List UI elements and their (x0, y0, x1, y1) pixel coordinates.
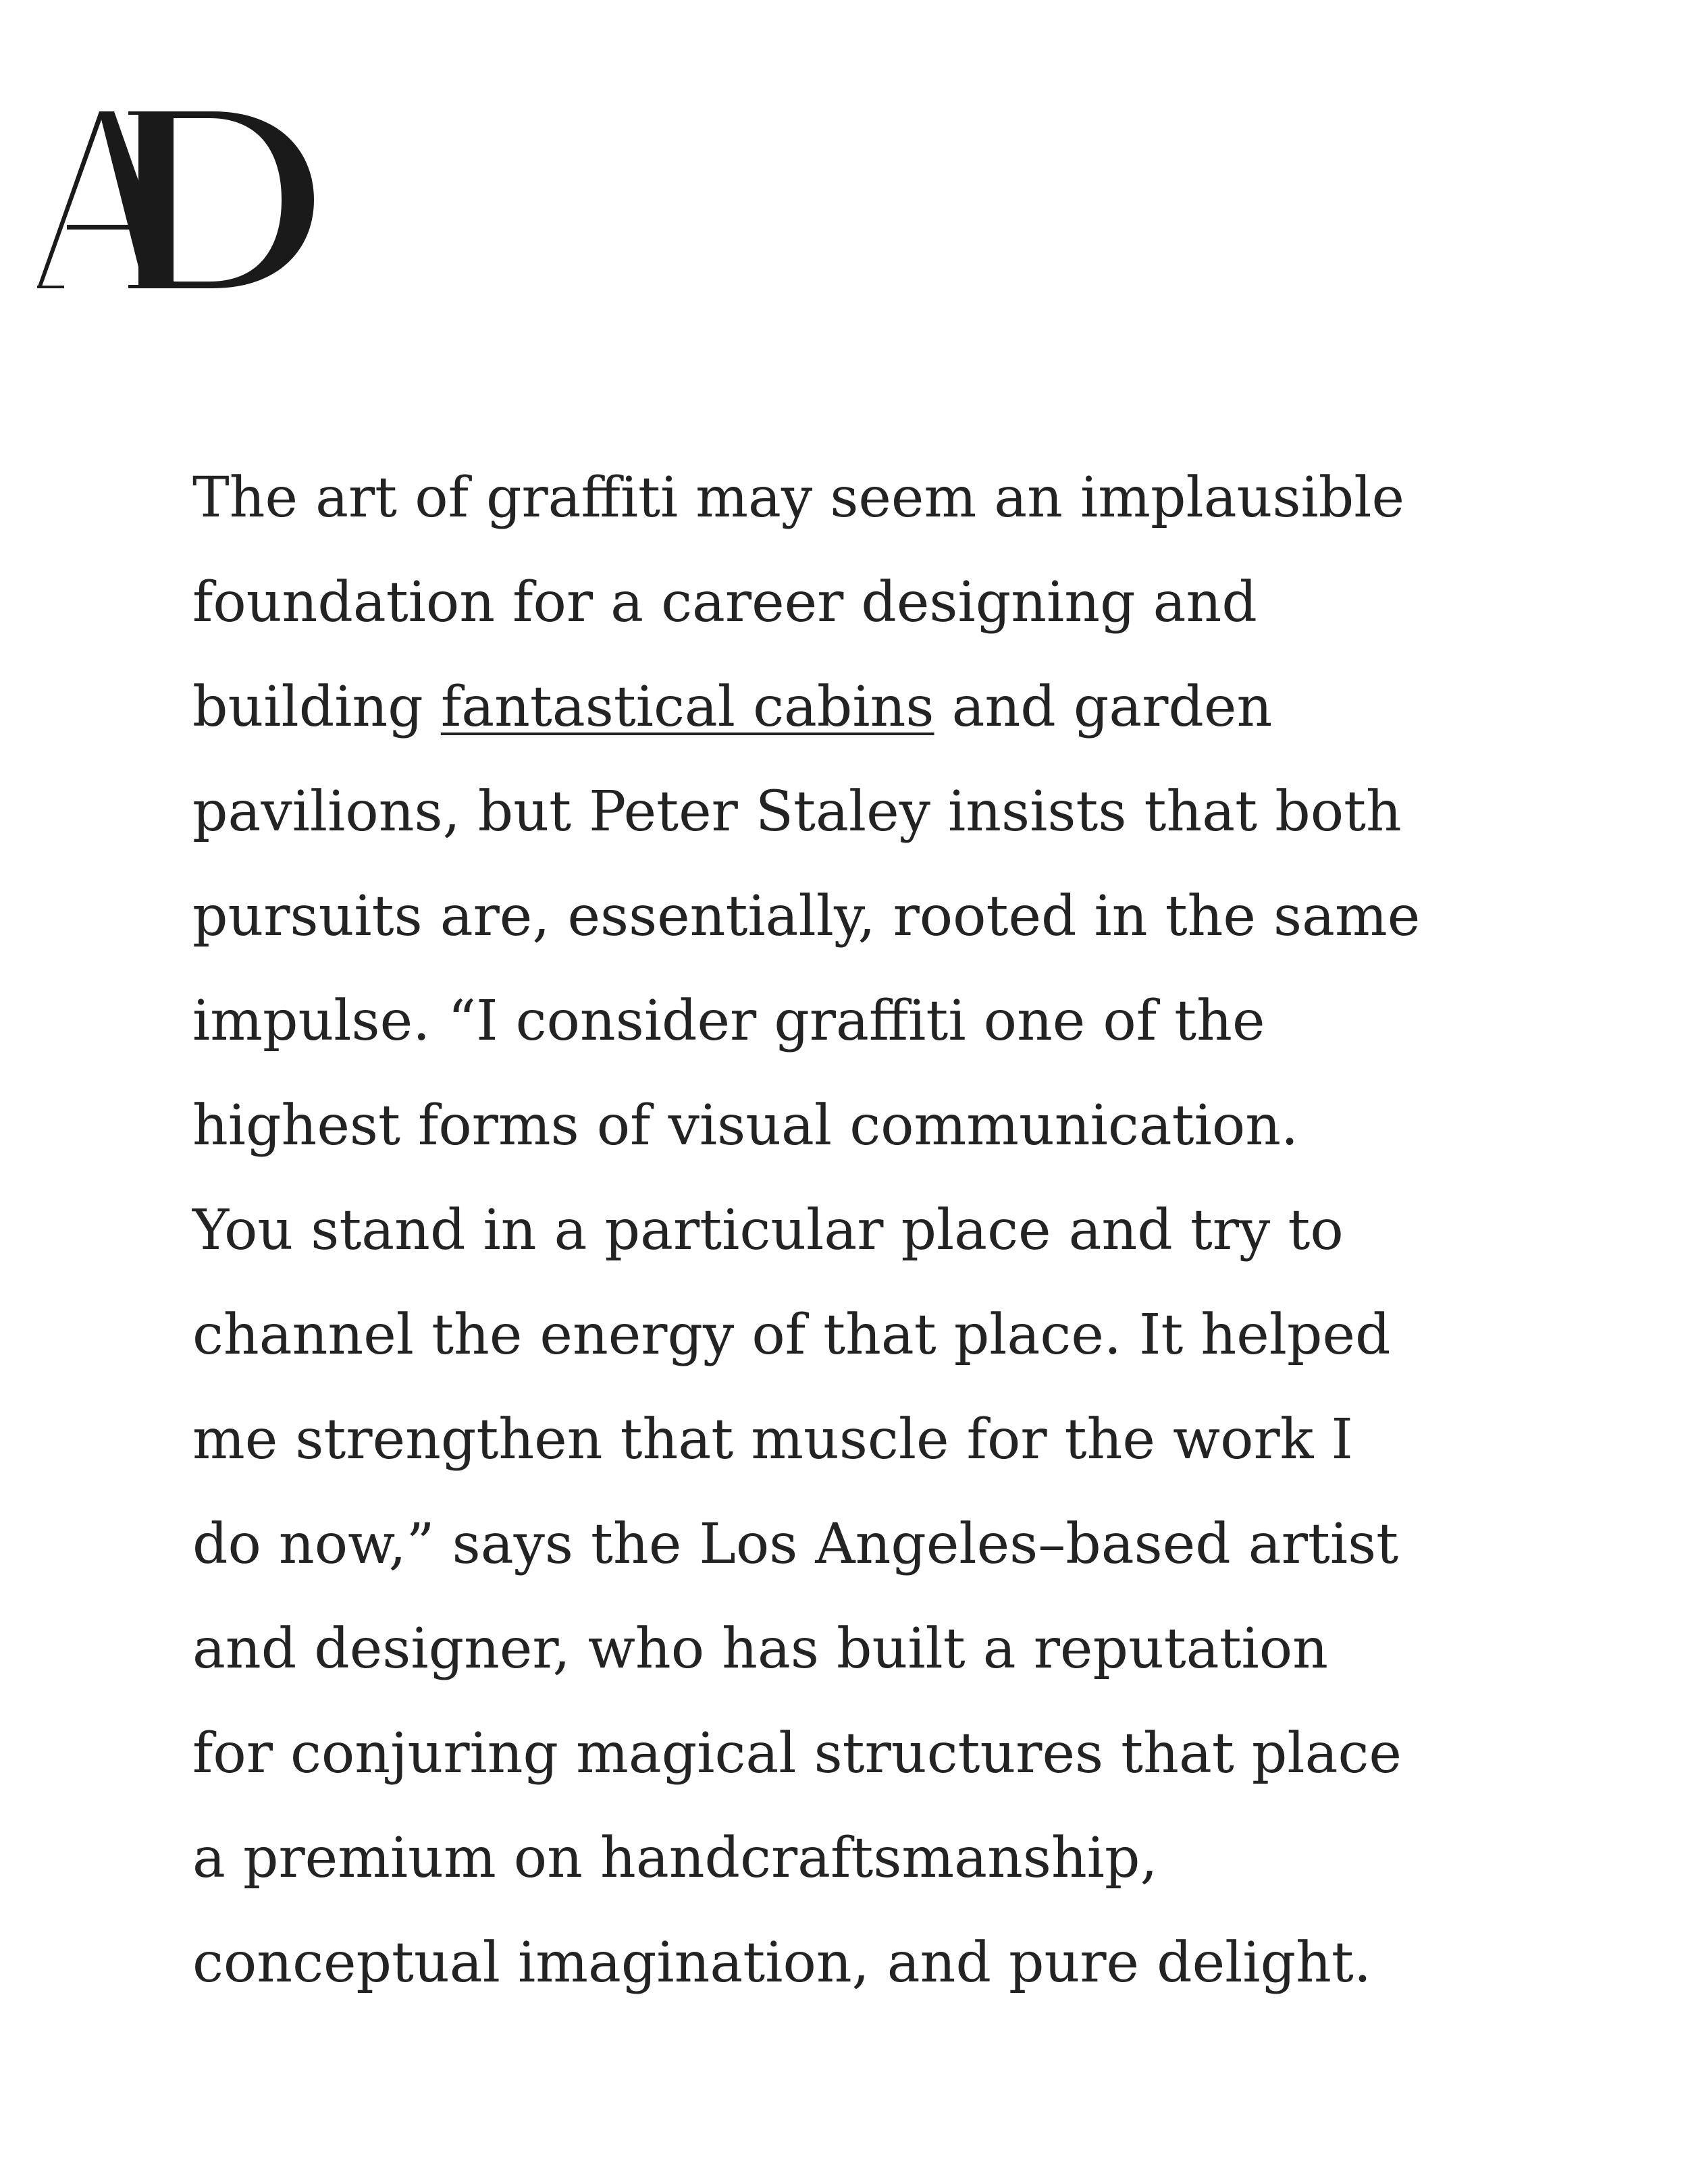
article-line: The art of graffiti may seem an implausible (192, 466, 1404, 530)
article-line-start: building (192, 675, 441, 739)
article-line: pursuits are, essentially, rooted in the same (192, 884, 1421, 949)
fantastical-cabins-link[interactable]: fantastical cabins (440, 675, 934, 739)
article-line: highest forms of visual communication. (192, 1094, 1299, 1158)
article-line: and designer, who has built a reputation (192, 1617, 1328, 1681)
ad-logo[interactable] (37, 111, 314, 294)
article-line: a premium on handcraftsmanship, (192, 1826, 1158, 1890)
article-line: channel the energy of that place. It helped (192, 1303, 1391, 1367)
article-line: for conjuring magical structures that place (192, 1722, 1402, 1786)
article-line: foundation for a career designing and (192, 570, 1257, 635)
article-line-end: and garden (934, 675, 1273, 739)
article-line: impulse. “I consider graffiti one of the (192, 989, 1265, 1053)
article-line: conceptual imagination, and pure delight. (192, 1931, 1371, 1995)
article-line: You stand in a particular place and try to (192, 1198, 1344, 1262)
article-paragraph (192, 446, 1543, 2015)
article-line: me strengthen that muscle for the work I (192, 1408, 1353, 1472)
article-line (192, 655, 1543, 760)
ad-logo-mark (37, 111, 314, 294)
article-line: do now,” says the Los Angeles–based artist (192, 1512, 1399, 1576)
article-line: pavilions, but Peter Staley insists that both (192, 780, 1402, 844)
